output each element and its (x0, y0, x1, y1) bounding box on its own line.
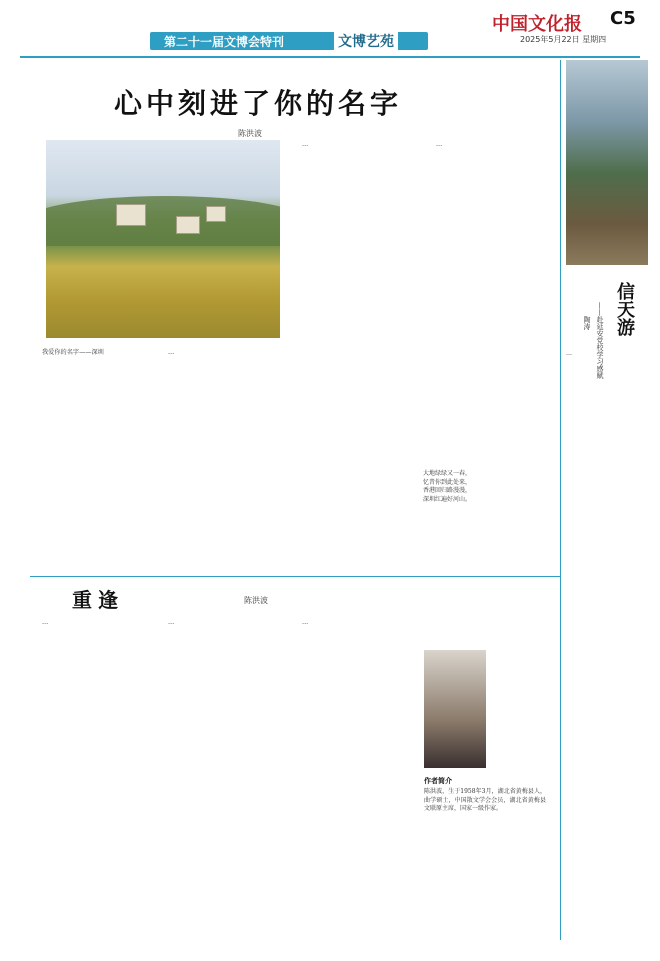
author-photo (424, 650, 486, 768)
poem-line: 大地绿绿又一春， (423, 470, 472, 477)
author-label: 作者简介 (424, 776, 452, 785)
section-title: 重逢 (72, 588, 124, 612)
poem-block (423, 470, 547, 504)
article-title: 心中刻进了你的名字 (114, 87, 403, 120)
article-column: … (436, 141, 443, 148)
photo-house (176, 216, 200, 234)
photo-house (206, 206, 226, 222)
article-column: … (168, 619, 175, 626)
column-title: 第二十一届文博会特刊 (164, 35, 285, 49)
article-column (30, 348, 150, 570)
page-number: C5 (610, 8, 636, 29)
poem-line: 深圳红遍好河山。 (423, 495, 472, 503)
column-divider (560, 60, 561, 940)
section-divider (30, 576, 560, 577)
article-column: … (42, 619, 49, 626)
photo-house (116, 204, 146, 226)
article-column: … (168, 349, 175, 356)
section-byline: 陈洪波 (244, 596, 268, 605)
right-title: 信天游 (614, 282, 635, 336)
page-header (0, 0, 660, 56)
article-column: … (302, 619, 309, 626)
right-subtitle: ——赴延安党校学习感赋 (596, 302, 604, 379)
right-text: … (566, 350, 572, 357)
header-rule (20, 56, 640, 58)
poem-line: 忆昔你到此处来， (423, 478, 472, 486)
article-intro: 我爱你的名字——深圳 (42, 349, 104, 356)
article-column: … (302, 141, 309, 148)
article-byline: 陈洪波 (238, 129, 262, 138)
author-bio: 陈洪波，生于1958年3月，湖北省黄梅县人，曲学硕士，中国散文学会会员，湖北省黄梅县文联原主席，国家一级作家。 (424, 788, 546, 813)
article-photo (46, 140, 280, 338)
paper-logo: 中国文化报 (492, 14, 582, 35)
column-logo: 文博艺苑 (334, 31, 398, 51)
right-photo (566, 60, 648, 265)
photo-hill (46, 196, 280, 246)
column-banner (150, 32, 428, 50)
right-author: 陶涛 (583, 316, 591, 330)
poem-line: 香港回归路漫漫， (423, 487, 472, 495)
issue-date: 2025年5月22日 星期四 (520, 35, 607, 44)
